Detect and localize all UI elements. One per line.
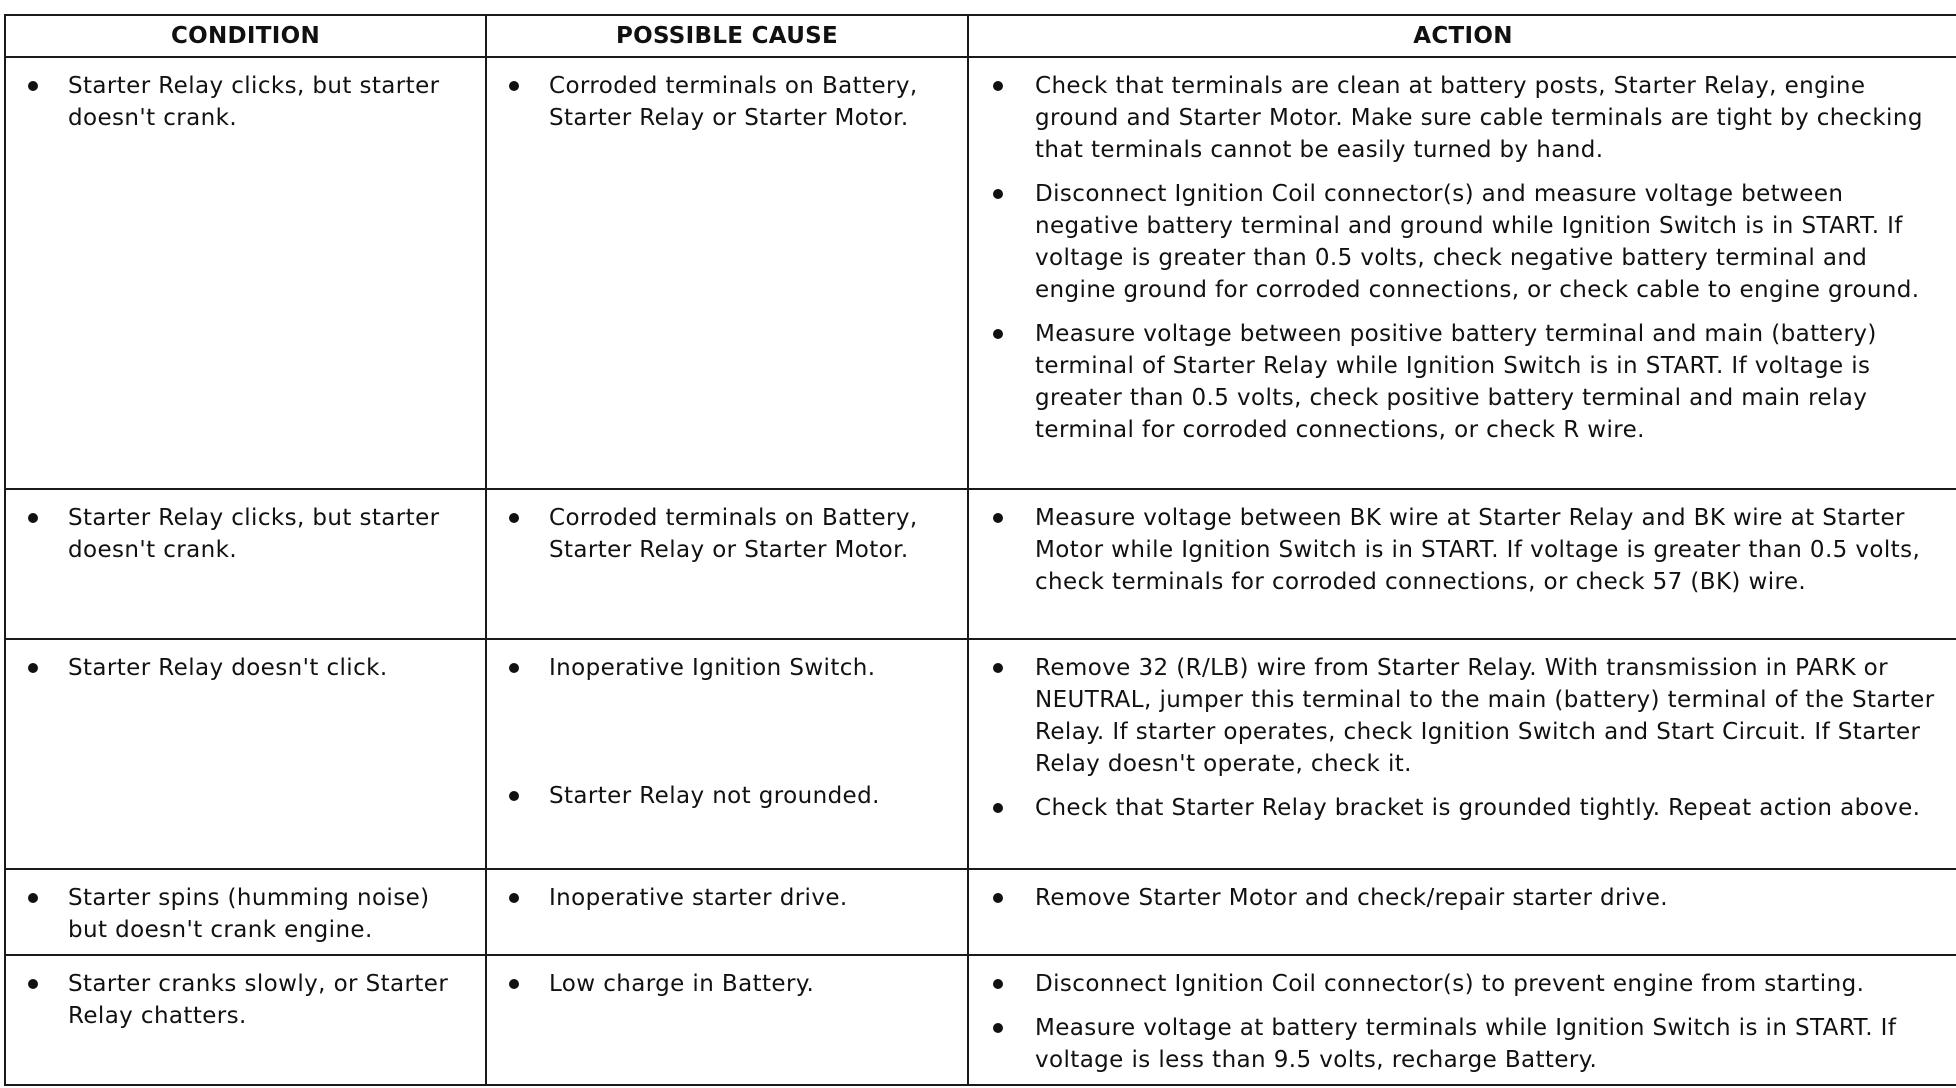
action-text: Measure voltage at battery terminals while Ignition Switch is in START. If voltage is less than 9.5 volts, recharge Battery. [1035, 1015, 1897, 1073]
action-cell [968, 639, 1956, 869]
cause-cell [486, 955, 968, 1085]
action-cell [968, 489, 1956, 639]
condition-cell [5, 489, 486, 639]
action-text: Measure voltage between BK wire at Starter Relay and BK wire at Starter Motor while Ignition Switch is in START. If voltage is greater than 0.5 volts, check terminals for corroded connections, or check 57 (BK) wire. [1035, 505, 1921, 595]
bullet-icon [993, 803, 1003, 813]
table-row [5, 57, 1956, 489]
bullet-icon [993, 189, 1003, 199]
bullet-icon [509, 979, 519, 989]
cause-text: Starter Relay not grounded. [549, 783, 880, 809]
action-text: Remove Starter Motor and check/repair starter drive. [1035, 885, 1668, 911]
action-cell [968, 955, 1956, 1085]
cause-cell [486, 639, 968, 869]
action-cell [968, 869, 1956, 955]
bullet-icon [993, 893, 1003, 903]
condition-text: Starter Relay doesn't click. [68, 655, 388, 681]
cause-text: Inoperative starter drive. [549, 885, 848, 911]
bullet-icon [993, 513, 1003, 523]
bullet-icon [993, 329, 1003, 339]
cause-text: Corroded terminals on Battery, Starter Relay or Starter Motor. [549, 505, 918, 563]
condition-cell [5, 955, 486, 1085]
bullet-icon [993, 81, 1003, 91]
bullet-icon [28, 513, 38, 523]
bullet-icon [509, 513, 519, 523]
cause-cell [486, 57, 968, 489]
bullet-icon [993, 979, 1003, 989]
action-text: Disconnect Ignition Coil connector(s) to prevent engine from starting. [1035, 971, 1865, 997]
bullet-icon [509, 81, 519, 91]
bullet-icon [509, 893, 519, 903]
table-row [5, 489, 1956, 639]
table-row [5, 955, 1956, 1085]
table-row [5, 869, 1956, 955]
troubleshooting-table [4, 14, 1956, 1086]
condition-text: Starter Relay clicks, but starter doesn't crank. [68, 73, 440, 131]
bullet-icon [28, 663, 38, 673]
bullet-icon [509, 791, 519, 801]
action-cell [968, 57, 1956, 489]
table-row [5, 639, 1956, 869]
bullet-icon [993, 1023, 1003, 1033]
header-action: ACTION [968, 15, 1956, 57]
cause-text: Corroded terminals on Battery, Starter Relay or Starter Motor. [549, 73, 918, 131]
bullet-icon [28, 979, 38, 989]
bullet-icon [993, 663, 1003, 673]
bullet-icon [509, 663, 519, 673]
bullet-icon [28, 81, 38, 91]
header-possible-cause: POSSIBLE CAUSE [486, 15, 968, 57]
cause-cell [486, 489, 968, 639]
action-text: Disconnect Ignition Coil connector(s) and measure voltage between negative battery terminal and ground while Ignition Switch is in START. If voltage is greater than 0.5 volts, check negative battery terminal and engine ground for corroded connections, or check cable to engine ground. [1035, 181, 1920, 303]
bullet-icon [28, 893, 38, 903]
cause-cell [486, 869, 968, 955]
action-text: Measure voltage between positive battery terminal and main (battery) terminal of Starter Relay while Ignition Switch is in START. If voltage is greater than 0.5 volts, check positive battery terminal and main relay terminal for corroded connections, or check R wire. [1035, 321, 1877, 443]
condition-cell [5, 639, 486, 869]
condition-text: Starter cranks slowly, or Starter Relay chatters. [68, 971, 449, 1029]
condition-cell [5, 869, 486, 955]
condition-cell [5, 57, 486, 489]
cause-text: Inoperative Ignition Switch. [549, 655, 876, 681]
action-text: Check that terminals are clean at battery posts, Starter Relay, engine ground and Starter Motor. Make sure cable terminals are tight by checking that terminals cannot be easily turned by hand. [1035, 73, 1923, 163]
cause-text: Low charge in Battery. [549, 971, 815, 997]
table-header-row [5, 15, 1956, 57]
header-condition: CONDITION [5, 15, 486, 57]
action-text: Remove 32 (R/LB) wire from Starter Relay. With transmission in PARK or NEUTRAL, jumper this terminal to the main (battery) terminal of the Starter Relay. If starter operates, check Ignition Switch and Start Circuit. If Starter Relay doesn't operate, check it. [1035, 655, 1935, 777]
condition-text: Starter spins (humming noise) but doesn't crank engine. [68, 885, 430, 943]
action-text: Check that Starter Relay bracket is grounded tightly. Repeat action above. [1035, 795, 1921, 821]
condition-text: Starter Relay clicks, but starter doesn't crank. [68, 505, 440, 563]
